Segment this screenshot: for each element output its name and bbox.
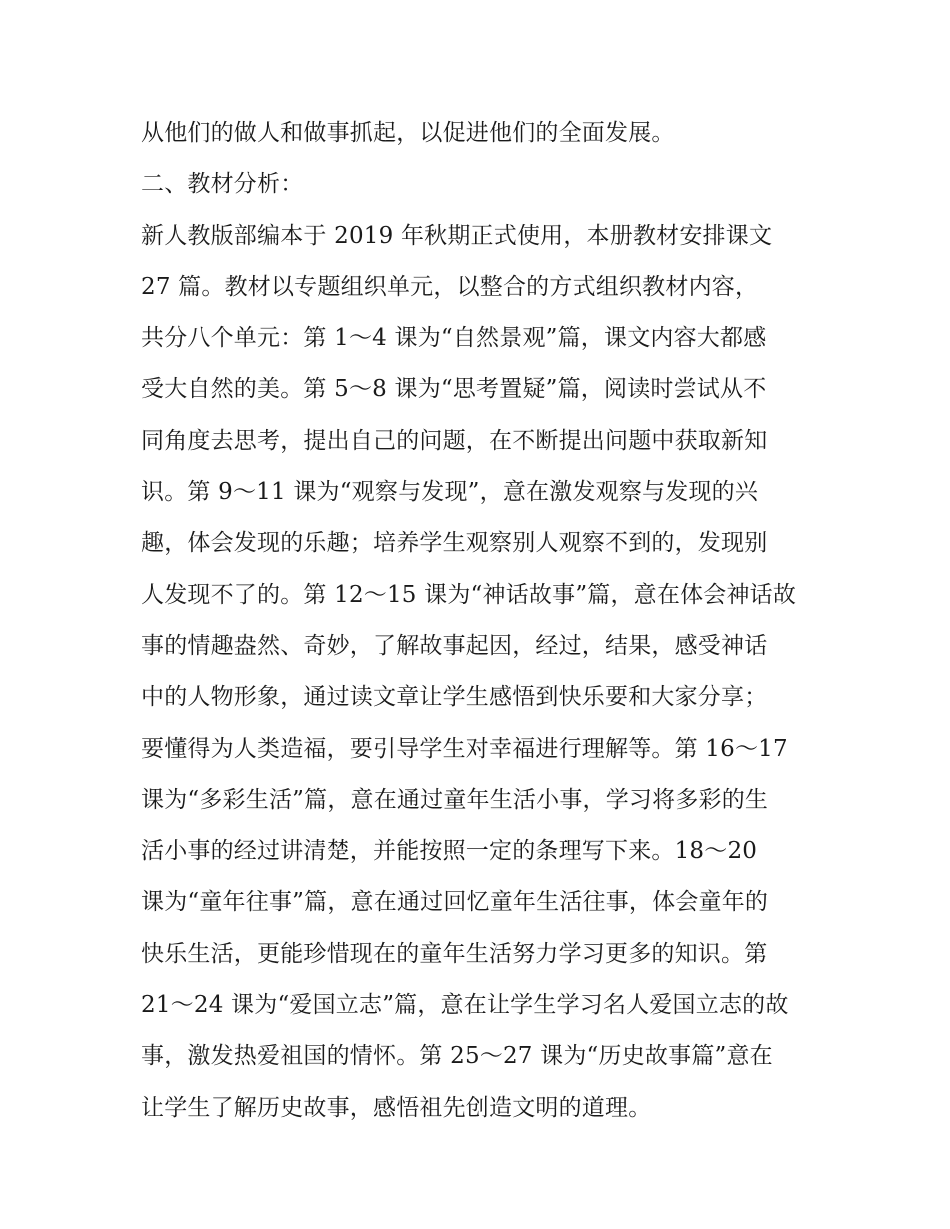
section-heading: 二、教材分析：	[141, 171, 304, 198]
text-line: 中的人物形象，通过读文章让学生感悟到快乐要和大家分享；	[141, 684, 768, 711]
text-line: 活小事的经过讲清楚，并能按照一定的条理写下来。18～20	[141, 838, 758, 865]
text-line: 人发现不了的。第 12～15 课为“神话故事”篇，意在体会神话故	[141, 581, 797, 608]
text-line: 识。第 9～11 课为“观察与发现”，意在激发观察与发现的兴	[141, 479, 759, 506]
text-line: 新人教版部编本于 2019 年秋期正式使用，本册教材安排课文	[141, 222, 773, 249]
text-line: 21～24 课为“爱国立志”篇，意在让学生学习名人爱国立志的故	[141, 992, 789, 1019]
text-line: 事的情趣盎然、奇妙，了解故事起因，经过，结果，感受神话	[141, 632, 768, 659]
text-line: 同角度去思考，提出自己的问题，在不断提出问题中获取新知	[141, 427, 768, 454]
text-line: 要懂得为人类造福，要引导学生对幸福进行理解等。第 16～17	[141, 735, 788, 762]
text-line: 27 篇。教材以专题组织单元，以整合的方式组织教材内容，	[141, 273, 759, 300]
body-text	[141, 108, 821, 1134]
text-line: 趣，体会发现的乐趣；培养学生观察别人观察不到的，发现别	[141, 530, 768, 557]
text-line: 课为“多彩生活”篇，意在通过童年生活小事，学习将多彩的生	[141, 786, 769, 813]
text-line: 课为“童年往事”篇，意在通过回忆童年生活往事，体会童年的	[141, 889, 769, 916]
text-line: 共分八个单元：第 1～4 课为“自然景观”篇，课文内容大都感	[141, 325, 767, 352]
text-line: 让学生了解历史故事，感悟祖先创造文明的道理。	[141, 1094, 652, 1121]
text-line: 事，激发热爱祖国的情怀。第 25～27 课为“历史故事篇”意在	[141, 1043, 773, 1070]
text-line: 快乐生活，更能珍惜现在的童年生活努力学习更多的知识。第	[141, 940, 768, 967]
text-line: 从他们的做人和做事抓起，以促进他们的全面发展。	[141, 120, 675, 146]
text-line: 受大自然的美。第 5～8 课为“思考置疑”篇，阅读时尝试从不	[141, 376, 767, 403]
